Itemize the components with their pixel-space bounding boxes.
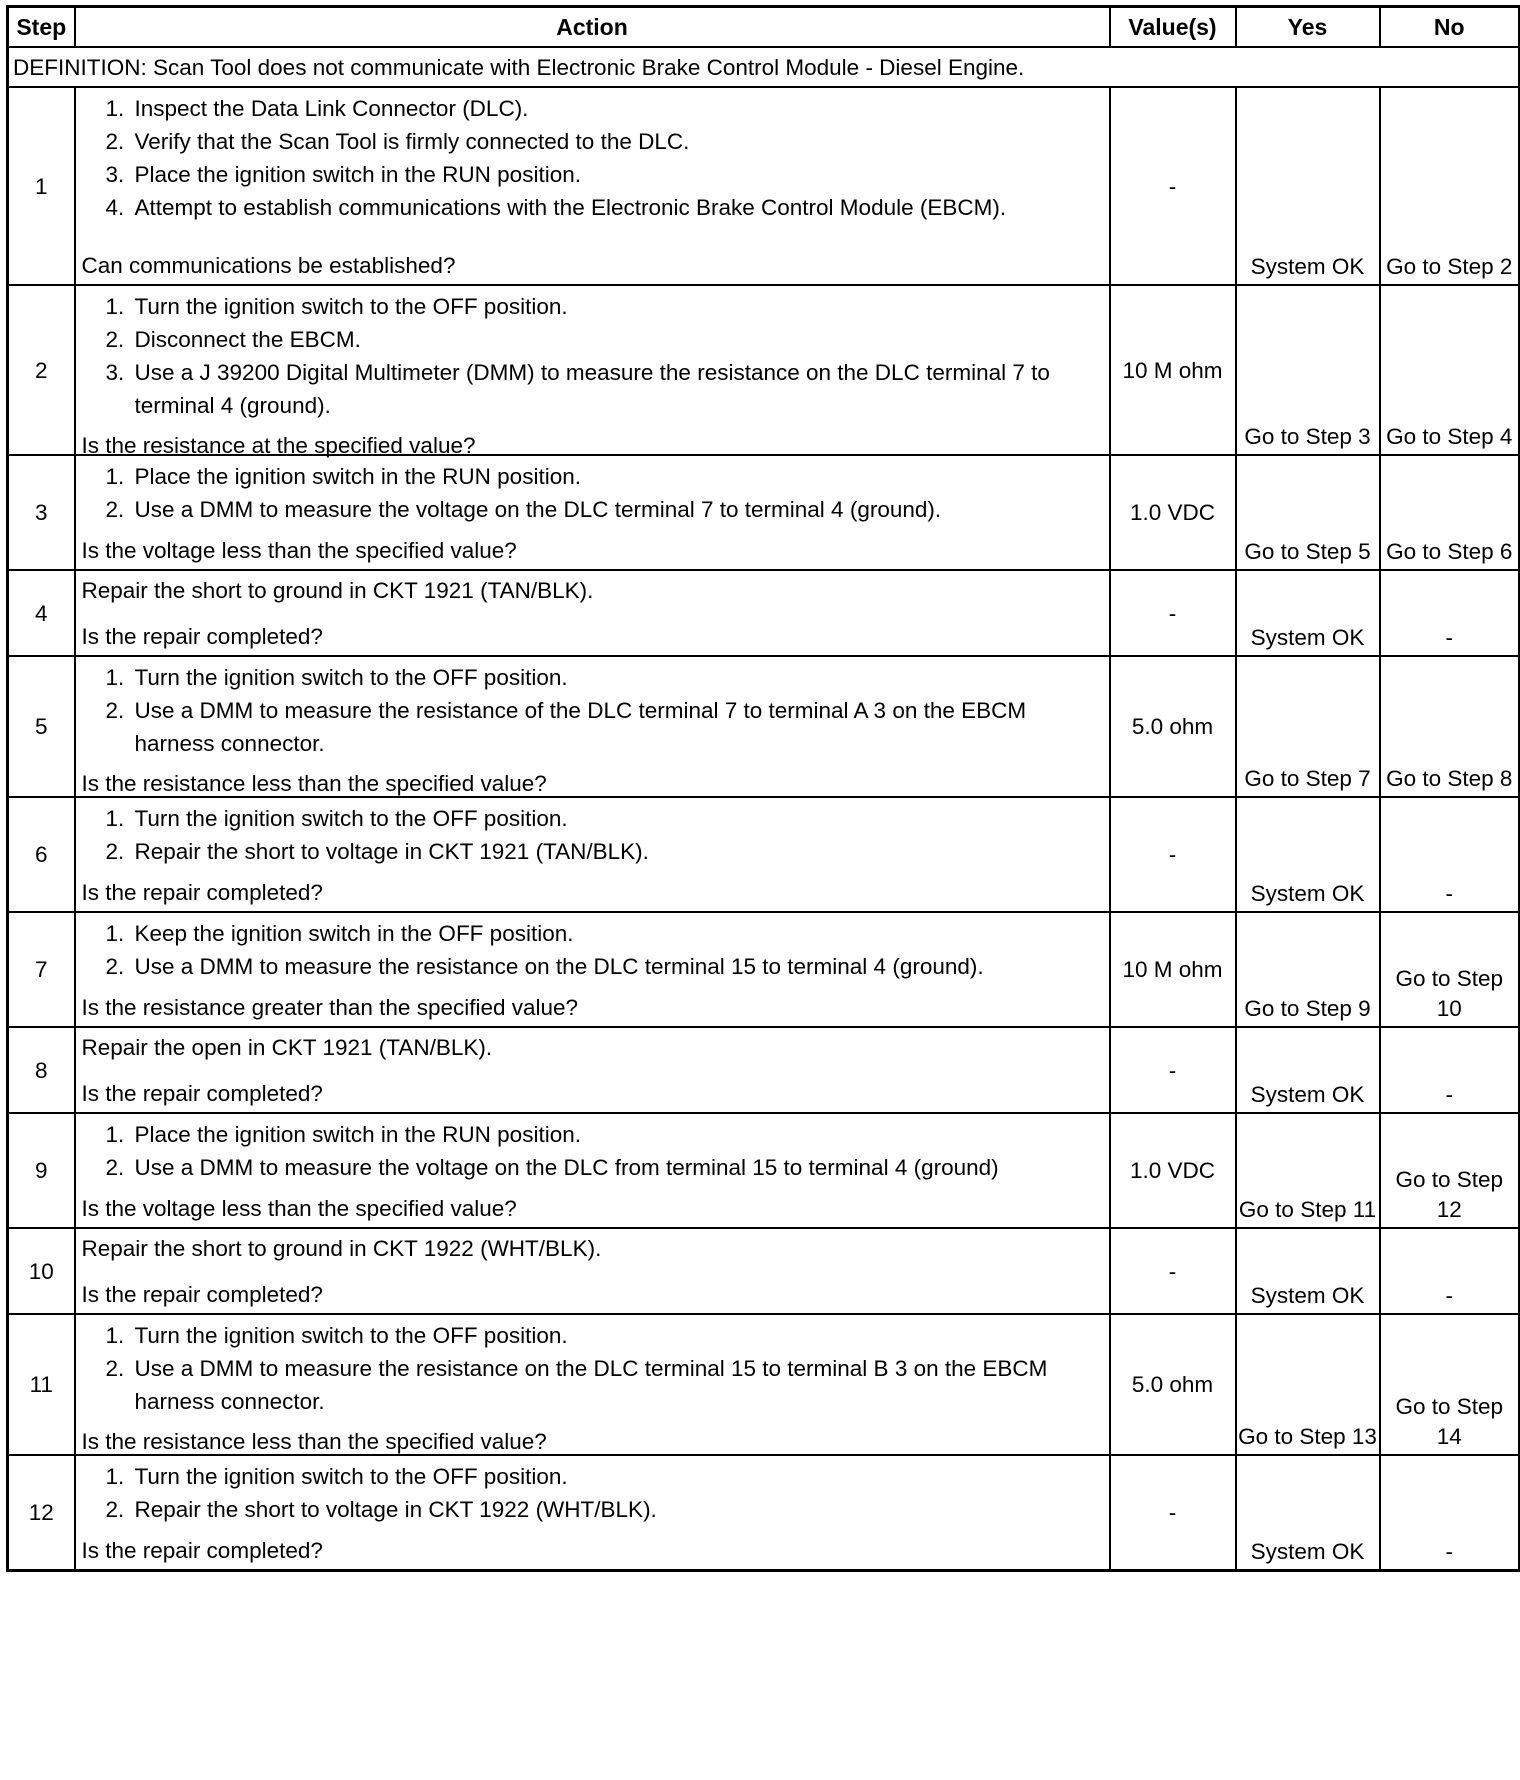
table-row	[8, 912, 1520, 1027]
action-steps-list	[82, 802, 1103, 868]
yes-result: System OK	[1236, 1228, 1380, 1314]
yes-result: System OK	[1236, 87, 1380, 285]
step-number: 1	[8, 87, 75, 285]
action-step: 2. Use a DMM to measure the resistance on the DLC terminal 15 to terminal B 3 on the EBCM harness connector.	[131, 1352, 1103, 1418]
action-content	[82, 1319, 1103, 1452]
value-cell: 5.0 ohm	[1110, 1314, 1236, 1455]
action-step: 1. Turn the ignition switch to the OFF position.	[131, 661, 1103, 694]
value-cell: -	[1110, 1027, 1236, 1113]
action-step: 2. Use a DMM to measure the resistance on the DLC terminal 15 to terminal 4 (ground).	[131, 950, 1103, 983]
action-step: 1. Turn the ignition switch to the OFF position.	[131, 802, 1103, 835]
no-result: Go to Step 12	[1380, 1113, 1520, 1228]
diagnostic-table	[6, 5, 1520, 1572]
yes-result: Go to Step 7	[1236, 656, 1380, 797]
action-content	[82, 917, 1103, 1024]
value-cell: 10 M ohm	[1110, 912, 1236, 1027]
table-row	[8, 1027, 1520, 1113]
table-row	[8, 570, 1520, 656]
header-row	[8, 7, 1520, 48]
action-question: Is the resistance less than the specified value?	[81, 771, 547, 796]
yes-result: Go to Step 11	[1236, 1113, 1380, 1228]
no-result: Go to Step 2	[1380, 87, 1520, 285]
action-content	[81, 290, 1103, 458]
table-row	[8, 1455, 1520, 1571]
action-cell	[75, 87, 1110, 285]
action-step: 1. Turn the ignition switch to the OFF position.	[131, 1460, 1103, 1493]
action-step: 2. Use a DMM to measure the resistance of the DLC terminal 7 to terminal A 3 on the EBCM harness connector.	[131, 694, 1103, 760]
action-step: 1. Turn the ignition switch to the OFF position.	[131, 1319, 1103, 1352]
action-text: Repair the short to ground in CKT 1922 (WHT/BLK).	[81, 1236, 602, 1261]
value-cell: -	[1110, 797, 1236, 912]
action-cell	[75, 1027, 1110, 1113]
step-number: 6	[8, 797, 75, 912]
action-steps-list	[82, 1118, 1103, 1184]
header-no: No	[1380, 7, 1520, 48]
no-result: Go to Step 4	[1380, 285, 1520, 455]
header-step: Step	[8, 7, 75, 48]
table-row	[8, 1113, 1520, 1228]
yes-result: System OK	[1236, 570, 1380, 656]
header-action: Action	[75, 7, 1110, 48]
table-row	[8, 455, 1520, 570]
yes-result: Go to Step 5	[1236, 455, 1380, 570]
step-number: 8	[8, 1027, 75, 1113]
table-row	[8, 285, 1520, 455]
action-question: Is the repair completed?	[81, 1538, 323, 1563]
action-steps-list	[82, 661, 1103, 760]
action-cell	[75, 570, 1110, 656]
no-result: Go to Step 6	[1380, 455, 1520, 570]
table-row	[8, 1314, 1520, 1455]
action-step: 2. Disconnect the EBCM.	[131, 323, 1103, 356]
no-result: -	[1380, 1228, 1520, 1314]
action-question: Is the repair completed?	[81, 1282, 323, 1307]
action-question: Is the resistance at the specified value?	[81, 433, 476, 458]
action-step: 1. Turn the ignition switch to the OFF position.	[131, 290, 1103, 323]
value-cell: -	[1110, 1455, 1236, 1571]
yes-result: System OK	[1236, 797, 1380, 912]
step-number: 9	[8, 1113, 75, 1228]
no-result: -	[1380, 1027, 1520, 1113]
action-cell	[75, 1314, 1110, 1455]
action-question: Is the resistance greater than the specified value?	[81, 995, 579, 1020]
action-question: Is the repair completed?	[81, 880, 323, 905]
action-step: 1. Keep the ignition switch in the OFF position.	[131, 917, 1103, 950]
action-content	[82, 1118, 1103, 1225]
action-content	[82, 1233, 1103, 1311]
action-question: Is the voltage less than the specified value?	[81, 1196, 517, 1221]
action-steps-list	[82, 1319, 1103, 1418]
no-result: Go to Step 10	[1380, 912, 1520, 1027]
action-step: 2. Repair the short to voltage in CKT 1921 (TAN/BLK).	[131, 835, 1103, 868]
action-steps-list	[82, 92, 1103, 224]
action-question: Can communications be established?	[81, 253, 456, 278]
action-step: 3. Place the ignition switch in the RUN position.	[131, 158, 1103, 191]
table-row	[8, 797, 1520, 912]
value-cell: -	[1110, 1228, 1236, 1314]
no-result: Go to Step 8	[1380, 656, 1520, 797]
step-number: 2	[8, 285, 75, 455]
action-cell	[75, 1455, 1110, 1571]
step-number: 4	[8, 570, 75, 656]
value-cell: -	[1110, 570, 1236, 656]
action-steps-list	[82, 460, 1103, 526]
value-cell: 10 M ohm	[1110, 285, 1236, 455]
table-row	[8, 1228, 1520, 1314]
action-step: 1. Place the ignition switch in the RUN position.	[131, 460, 1103, 493]
value-cell: 1.0 VDC	[1110, 455, 1236, 570]
action-text: Repair the short to ground in CKT 1921 (TAN/BLK).	[81, 578, 594, 603]
action-content	[82, 575, 1103, 653]
action-question: Is the repair completed?	[81, 624, 323, 649]
yes-result: Go to Step 3	[1236, 285, 1380, 455]
action-content	[82, 460, 1103, 567]
action-step: 2. Use a DMM to measure the voltage on the DLC from terminal 15 to terminal 4 (ground)	[131, 1151, 1103, 1184]
step-number: 12	[8, 1455, 75, 1571]
action-text: Repair the open in CKT 1921 (TAN/BLK).	[81, 1035, 493, 1060]
action-question: Is the resistance less than the specified value?	[81, 1429, 547, 1454]
yes-result: Go to Step 9	[1236, 912, 1380, 1027]
action-content	[82, 1460, 1103, 1567]
action-question: Is the repair completed?	[81, 1081, 323, 1106]
action-cell	[75, 656, 1110, 797]
step-number: 5	[8, 656, 75, 797]
table-row	[8, 656, 1520, 797]
action-content	[82, 802, 1103, 909]
action-steps-list	[82, 917, 1103, 983]
header-yes: Yes	[1236, 7, 1380, 48]
value-cell: 5.0 ohm	[1110, 656, 1236, 797]
action-content	[82, 92, 1103, 282]
step-number: 3	[8, 455, 75, 570]
yes-result: System OK	[1236, 1027, 1380, 1113]
action-cell	[75, 1228, 1110, 1314]
action-step: 1. Place the ignition switch in the RUN position.	[131, 1118, 1103, 1151]
yes-result: System OK	[1236, 1455, 1380, 1571]
action-step: 4. Attempt to establish communications with the Electronic Brake Control Module (EBCM).	[131, 191, 1103, 224]
step-number: 10	[8, 1228, 75, 1314]
action-content	[82, 661, 1103, 794]
step-number: 11	[8, 1314, 75, 1455]
action-step: 2. Verify that the Scan Tool is firmly connected to the DLC.	[131, 125, 1103, 158]
action-question: Is the voltage less than the specified value?	[81, 538, 517, 563]
action-steps-list	[82, 1460, 1103, 1526]
action-cell	[75, 285, 1110, 458]
value-cell: 1.0 VDC	[1110, 1113, 1236, 1228]
table-row	[8, 87, 1520, 285]
action-step: 3. Use a J 39200 Digital Multimeter (DMM) to measure the resistance on the DLC terminal 7 to terminal 4 (ground).	[131, 356, 1103, 422]
definition-text: DEFINITION: Scan Tool does not communicate with Electronic Brake Control Module - Diesel Engine.	[8, 47, 1520, 87]
action-cell	[75, 1113, 1110, 1228]
action-step: 2. Use a DMM to measure the voltage on the DLC terminal 7 to terminal 4 (ground).	[131, 493, 1103, 526]
no-result: -	[1380, 797, 1520, 912]
no-result: -	[1380, 1455, 1520, 1571]
definition-row	[8, 47, 1520, 87]
no-result: -	[1380, 570, 1520, 656]
action-step: 1. Inspect the Data Link Connector (DLC).	[131, 92, 1103, 125]
action-cell	[75, 912, 1110, 1027]
header-values: Value(s)	[1110, 7, 1236, 48]
action-cell	[75, 797, 1110, 912]
value-cell: -	[1110, 87, 1236, 285]
step-number: 7	[8, 912, 75, 1027]
action-content	[82, 1032, 1103, 1110]
no-result: Go to Step 14	[1380, 1314, 1520, 1455]
action-step: 2. Repair the short to voltage in CKT 1922 (WHT/BLK).	[131, 1493, 1103, 1526]
yes-result: Go to Step 13	[1236, 1314, 1380, 1455]
action-steps-list	[82, 290, 1103, 422]
action-cell	[75, 455, 1110, 570]
